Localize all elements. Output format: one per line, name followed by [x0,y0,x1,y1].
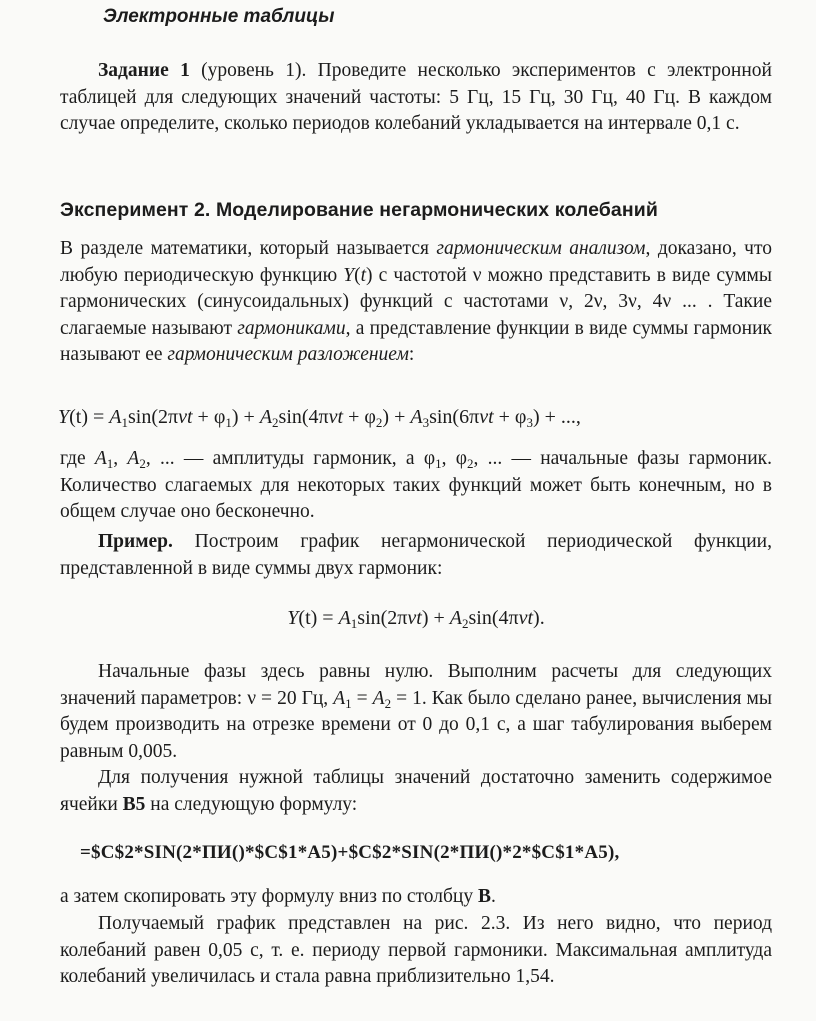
eq1-part: sin(4π [278,406,329,428]
section-title: Электронные таблицы [103,6,335,27]
eq2-amp-1: A [338,607,351,629]
where-sub-2: 2 [139,456,146,471]
eq2-sub-1: 1 [350,616,358,631]
intro-function-arg: t [360,264,367,286]
column-reference: B [477,886,491,907]
cell-reference: B5 [122,793,146,815]
where-text: где [60,448,95,469]
eq1-sub-1: 1 [121,415,128,430]
where-text: , ... — амплитуды гармоник, а φ [145,448,436,469]
eq1-part: sin(2π [128,406,179,428]
eq1-phase-sub-2: 2 [375,415,383,430]
excel-formula: =$C$2*SIN(2*ПИ()*$C$1*A5)+$C$2*SIN(2*ПИ()*2*$C$1*A5), [80,842,620,863]
eq1-amp-3: A [410,406,423,428]
intro-paragraph [60,236,772,369]
eq2-part: sin(4π [468,607,519,629]
params-sub-2: 2 [384,695,392,711]
copy-text: а затем скопировать эту формулу вниз по столбцу [60,886,478,907]
intro-term-harmonic-expansion: гармоническим разложением [167,344,409,365]
where-text: , φ [441,448,467,469]
eq1-part: νt [328,406,344,428]
where-sub-1: 1 [106,456,114,471]
eq2-sub-2: 2 [462,616,469,631]
eq1-lhs-var: Y [58,406,70,428]
where-amp-1: A [94,448,107,469]
intro-text-2: , доказано, что любую периодическую функцию [60,238,773,286]
task-label: Задание 1 [98,60,190,81]
eq1-lhs-rest: (t) = [69,406,110,428]
equation-two-harmonics [60,607,772,630]
eq1-amp-2: A [259,406,273,428]
eq1-sub-2: 2 [272,415,279,430]
equation-general [58,406,778,429]
params-text: = 1. Как было сделано ранее, вычисления мы будем производить на отрезке времени от 0 до 0,1 с, а шаг табулирования выберем равным 0,005. [60,687,772,762]
eq1-part: + φ [192,406,226,428]
eq2-part: ) + [421,607,450,629]
eq2-lhs-var: Y [287,607,299,629]
result-paragraph: Получаемый график представлен на рис. 2.3. Из него видно, что период колебаний равен 0,05 с, т. е. периоду первой гармоники. Максимальная амплитуда колебаний увеличилась и стала равна приблизительно 1,54. [60,913,772,987]
intro-text-5: , а представление функции в виде суммы гармоник называют ее [60,317,772,365]
params-amp-2: A [372,687,385,709]
eq1-sub-3: 3 [422,415,430,430]
where-phase-sub-1: 1 [435,456,442,471]
eq1-part: sin(6π [429,406,480,428]
where-paragraph [60,446,772,526]
eq2-part: ). [533,607,545,629]
example-text: Построим график негармонической периодической функции, представленной в виде суммы двух гармоник: [60,531,772,579]
where-amp-2: A [127,448,140,469]
task-paragraph [60,58,772,138]
intro-function-name: Y [343,264,355,286]
intro-text-4: ) с частотой ν можно представить в виде суммы гармонических (синусоидальных) функций с частотами ν, 2ν, 3ν, 4ν ... . Такие слагаемые называют [60,264,772,339]
intro-term-harmonics: гармониками [237,317,346,339]
intro-text-1: В разделе математики, который называется [60,238,437,259]
eq2-part: sin(2π [357,607,408,629]
intro-text-3: ( [354,264,361,286]
copy-text: . [490,886,496,907]
eq1-part: + φ [343,406,376,428]
where-phase-sub-2: 2 [466,456,474,471]
params-text: Начальные фазы здесь равны нулю. Выполним расчеты для следующих значений параметров: ν = 20 Гц, [60,661,772,709]
copy-paragraph [60,884,772,911]
replace-text: на следующую формулу: [145,793,358,815]
where-text: , ... — начальные фазы гармоник. Количество слагаемых для некоторых таких функций может быть конечным, но в общем случае оно бесконечно. [60,448,773,522]
experiment-heading: Эксперимент 2. Моделирование негармонических колебаний [60,199,658,221]
eq2-amp-2: A [449,607,462,629]
eq1-phase-sub-1: 1 [225,415,232,430]
intro-text-6: : [408,344,415,365]
eq1-amp-1: A [109,406,122,428]
task-text: (уровень 1). Проведите несколько экспериментов с электронной таблицей для следующих значений частоты: 5 Гц, 15 Гц, 30 Гц, 40 Гц. В каждом случае определите, сколько периодов колебаний укладывается на интервале 0,1 с. [60,60,772,134]
params-paragraph [60,659,772,765]
eq2-lhs-rest: (t) = [298,607,339,629]
params-text: = [351,687,373,709]
replace-paragraph [60,765,772,818]
params-sub-1: 1 [345,695,352,711]
example-label: Пример. [98,531,173,552]
params-amp-1: A [333,687,346,709]
eq1-part: νt [178,406,193,428]
intro-term-harmonic-analysis: гармоническим анализом [436,238,646,259]
replace-text: Для получения нужной таблицы значений достаточно заменить содержимое ячейки [60,767,772,815]
eq1-part: ) + [231,406,260,428]
eq1-part: + φ [493,406,527,428]
where-text: , [113,448,128,469]
eq1-part: νt [479,406,494,428]
eq2-part: νt [518,607,534,629]
eq1-part: ) + ..., [532,406,581,428]
eq2-part: νt [407,607,422,629]
example-paragraph [60,529,772,582]
eq1-phase-sub-3: 3 [526,415,533,430]
eq1-part: ) + [382,406,411,428]
